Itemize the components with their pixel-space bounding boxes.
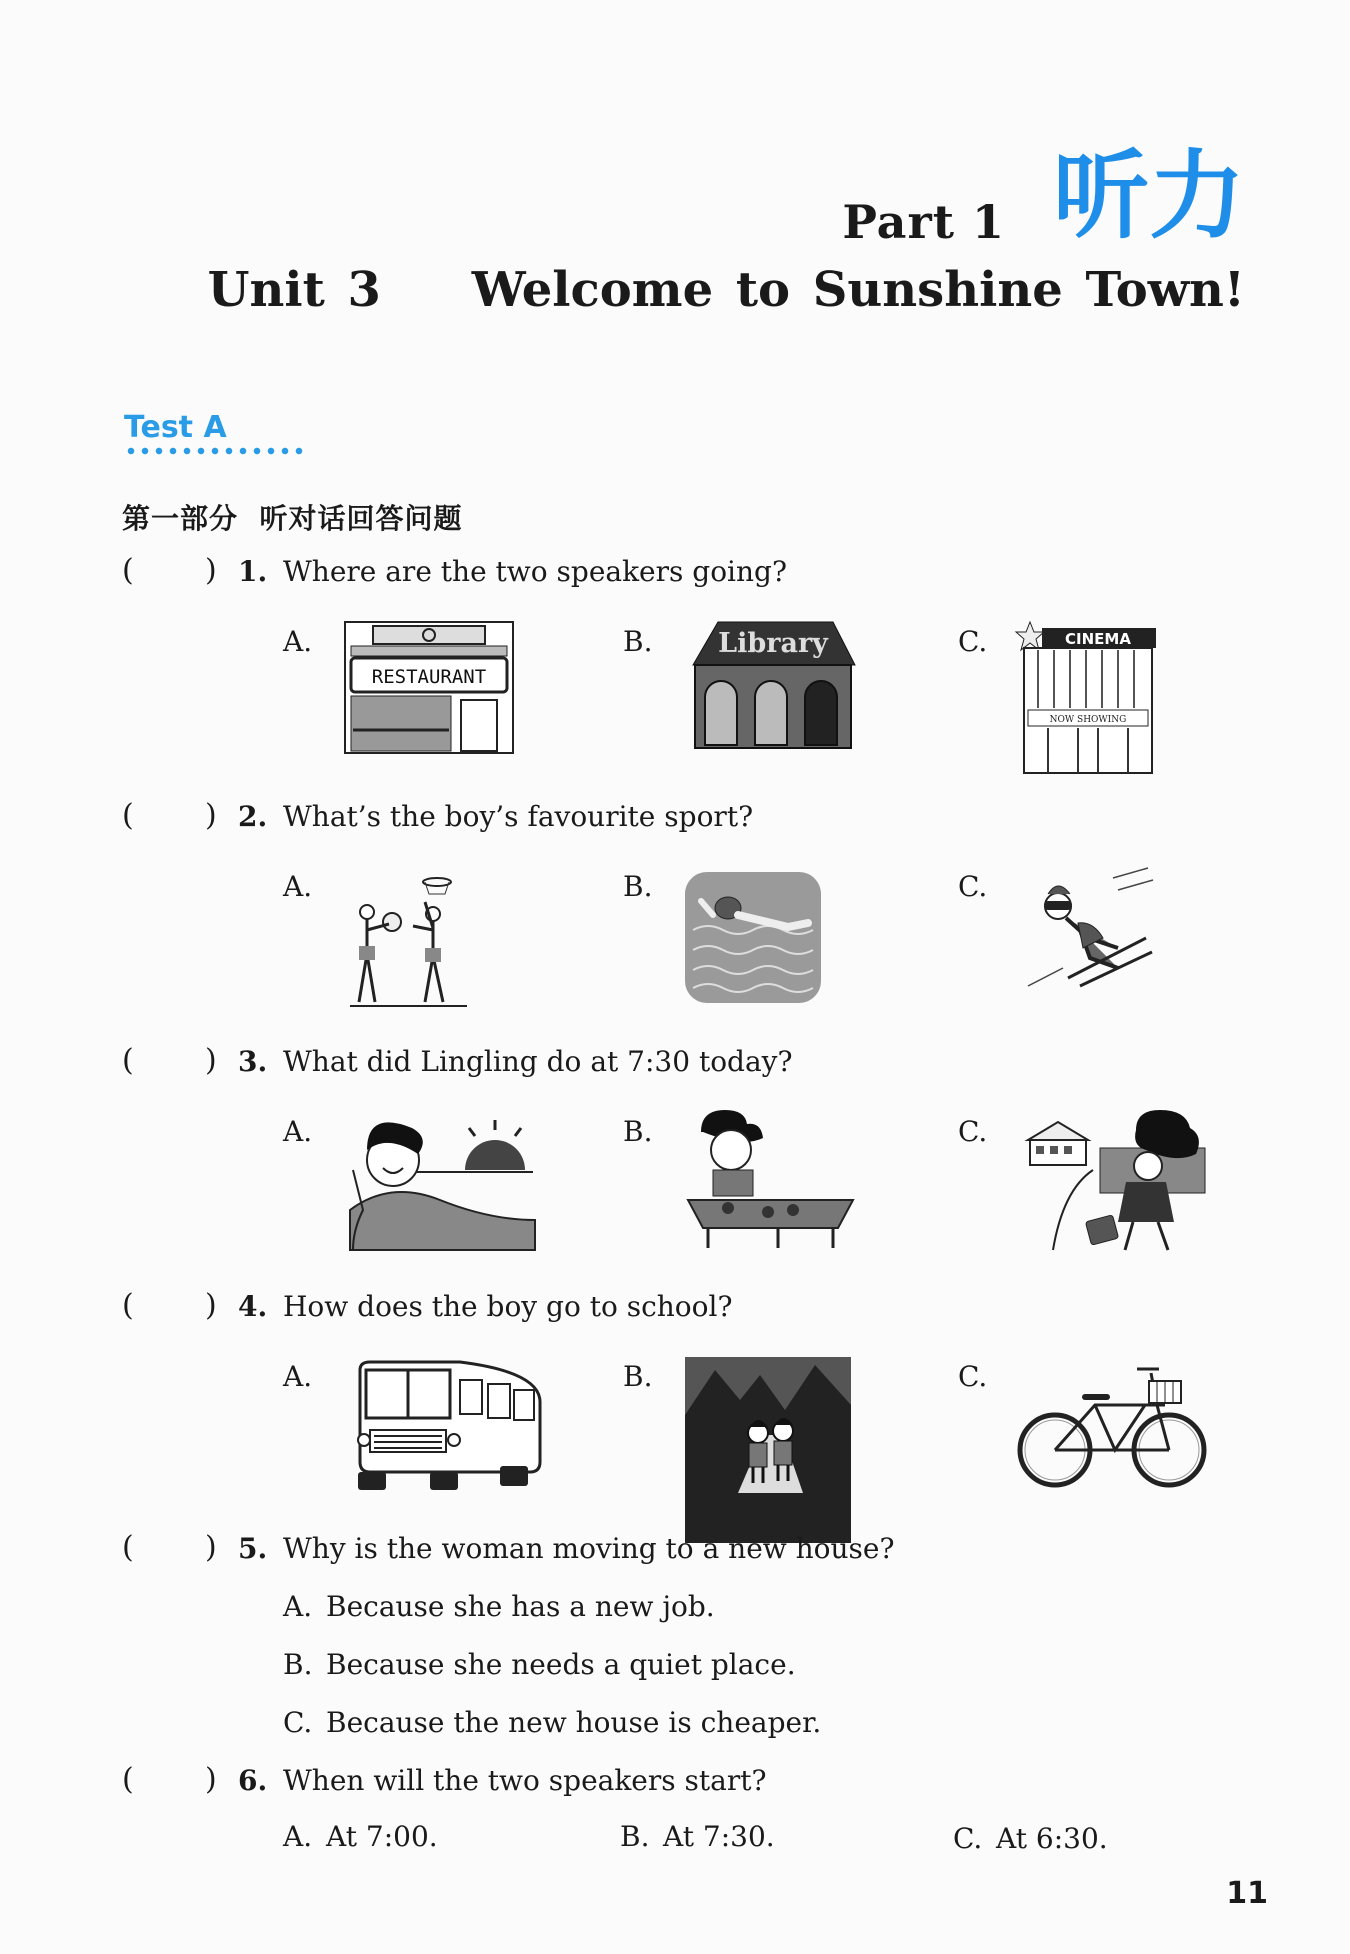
option-letter: A. <box>283 625 313 658</box>
option-letter: B. <box>623 625 653 658</box>
question-text: Why is the woman moving to a new house? <box>283 1532 895 1565</box>
answer-paren-open[interactable]: ( <box>122 1288 134 1323</box>
option-letter: C. <box>958 1360 988 1393</box>
cinema-sign: CINEMA <box>1065 630 1131 648</box>
option-letter: C. <box>953 1822 983 1855</box>
answer-paren-open[interactable]: ( <box>122 798 134 833</box>
bicycle-picture[interactable] <box>1015 1355 1210 1495</box>
question-text: Where are the two speakers going? <box>283 555 787 588</box>
answer-paren-open[interactable]: ( <box>122 1530 134 1565</box>
option-letter: C. <box>958 870 988 903</box>
question-text: What’s the boy’s favourite sport? <box>283 800 754 833</box>
question-text: When will the two speakers start? <box>283 1764 767 1797</box>
option-letter: C. <box>958 1115 988 1148</box>
option-letter: A. <box>283 1590 313 1623</box>
answer-paren-open[interactable]: ( <box>122 1043 134 1078</box>
section-title: 第一部分 听对话回答问题 <box>122 502 463 535</box>
option-text[interactable]: Because she has a new job. <box>326 1590 715 1623</box>
option-letter: B. <box>620 1820 650 1853</box>
option-letter: C. <box>283 1706 313 1739</box>
question-number: 6. <box>238 1764 268 1797</box>
answer-paren-close: ) <box>205 1762 217 1797</box>
answer-paren-close: ) <box>205 1043 217 1078</box>
going-to-school-picture[interactable] <box>1018 1110 1208 1250</box>
option-text[interactable]: At 7:30. <box>663 1820 775 1853</box>
bus-picture[interactable] <box>350 1360 542 1495</box>
answer-paren-open[interactable]: ( <box>122 553 134 588</box>
part-title: Part 1 <box>842 195 1005 249</box>
eating-breakfast-picture[interactable] <box>683 1110 858 1250</box>
waking-up-picture[interactable] <box>345 1110 535 1250</box>
option-text[interactable]: Because she needs a quiet place. <box>326 1648 796 1681</box>
walking-picture[interactable] <box>683 1355 853 1495</box>
test-label: Test A <box>124 410 227 445</box>
swimming-picture[interactable] <box>683 870 823 1005</box>
answer-paren-close: ) <box>205 798 217 833</box>
now-showing-sign: NOW SHOWING <box>1049 715 1127 725</box>
dotted-underline <box>124 447 304 455</box>
skiing-picture[interactable] <box>1018 868 1158 1003</box>
unit-title: Unit 3 Welcome to Sunshine Town! <box>207 262 1245 318</box>
option-letter: C. <box>958 625 988 658</box>
option-letter: A. <box>283 1360 313 1393</box>
option-letter: B. <box>623 1115 653 1148</box>
option-letter: B. <box>283 1648 313 1681</box>
option-letter: A. <box>283 870 313 903</box>
option-letter: B. <box>623 1360 653 1393</box>
question-text: How does the boy go to school? <box>283 1290 733 1323</box>
library-picture[interactable] <box>683 620 858 750</box>
question-number: 2. <box>238 800 268 833</box>
answer-paren-close: ) <box>205 1530 217 1565</box>
restaurant-sign: RESTAURANT <box>371 666 487 688</box>
library-sign: Library <box>718 628 828 659</box>
answer-paren-open[interactable]: ( <box>122 1762 134 1797</box>
option-text[interactable]: At 6:30. <box>996 1822 1108 1855</box>
question-text: What did Lingling do at 7:30 today? <box>283 1045 793 1078</box>
basketball-picture[interactable] <box>345 870 470 1010</box>
option-letter: A. <box>283 1820 313 1853</box>
answer-paren-close: ) <box>205 1288 217 1323</box>
question-number: 1. <box>238 555 268 588</box>
restaurant-picture[interactable] <box>343 620 515 755</box>
option-letter: A. <box>283 1115 313 1148</box>
question-number: 3. <box>238 1045 268 1078</box>
page-number: 11 <box>1226 1876 1268 1911</box>
cinema-picture[interactable] <box>1018 620 1158 775</box>
option-text[interactable]: Because the new house is cheaper. <box>326 1706 822 1739</box>
part-title-chinese: 听力 <box>1053 140 1245 252</box>
option-letter: B. <box>623 870 653 903</box>
question-number: 4. <box>238 1290 268 1323</box>
option-text[interactable]: At 7:00. <box>326 1820 438 1853</box>
answer-paren-close: ) <box>205 553 217 588</box>
question-number: 5. <box>238 1532 268 1565</box>
